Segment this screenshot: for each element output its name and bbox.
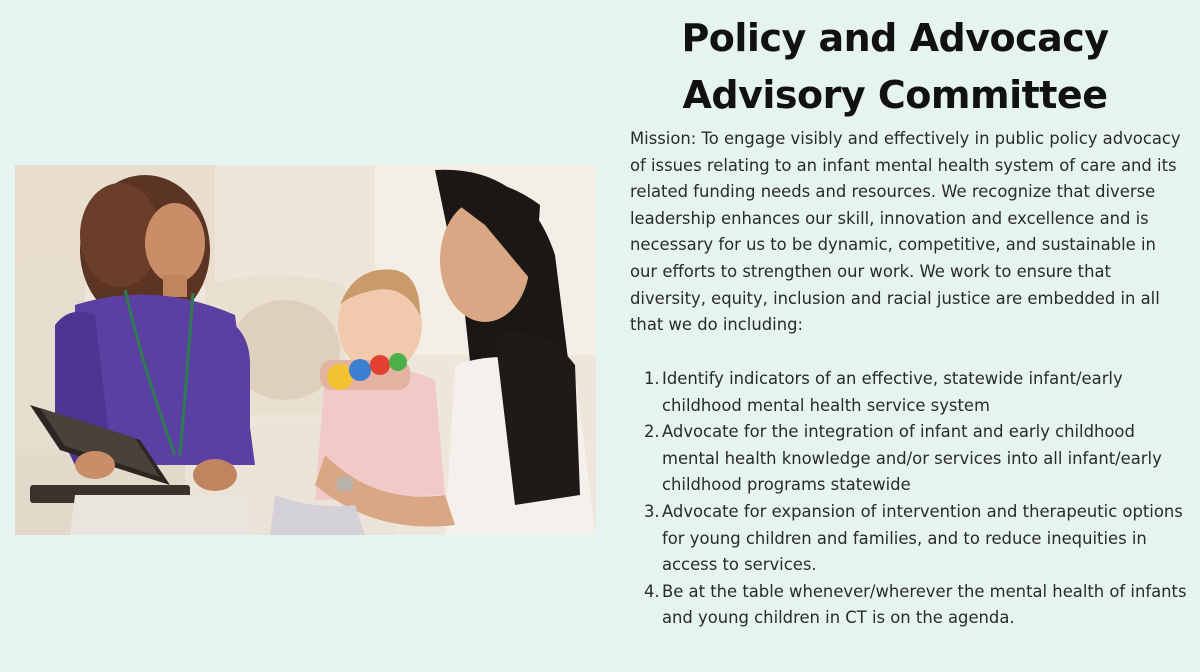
goal-number: 3. <box>644 501 660 521</box>
mission-statement: Mission: To engage visibly and effectively in public policy advocacy of issues relating to an infant mental health system of care and its related funding needs and resources. We recognize that diverse leadership enhances our skill, innovation and excellence and is necessary for us to be dynamic, competitive, and sustainable in our efforts to strengthen our work. We work to ensure that diversity, equity, inclusion and racial justice are embedded in all that we do including: <box>630 129 1181 335</box>
goal-item <box>644 579 1190 632</box>
goal-number: 2. <box>644 422 660 442</box>
goal-text: Advocate for expansion of intervention and therapeutic options for young children and families, and to reduce inequities in access to services. <box>662 501 1183 575</box>
photo-consultation <box>15 165 596 535</box>
photo-illustration <box>15 165 596 535</box>
goal-text: Identify indicators of an effective, statewide infant/early childhood mental health service system <box>662 369 1123 415</box>
title-line-1: Policy and Advocacy <box>681 16 1109 60</box>
title-line-2: Advisory Committee <box>682 73 1108 117</box>
goals-list <box>644 366 1190 632</box>
goal-text: Advocate for the integration of infant and early childhood mental health knowledge and/or services into all infant/early childhood programs statewide <box>662 422 1162 495</box>
goal-item <box>644 419 1190 499</box>
goal-number: 1. <box>644 369 660 388</box>
goal-item <box>644 499 1190 579</box>
goal-number: 4. <box>644 581 660 601</box>
page-title <box>600 10 1190 124</box>
goal-text: Be at the table whenever/wherever the mental health of infants and young children in CT is on the agenda. <box>662 581 1187 628</box>
goal-item <box>644 366 1190 419</box>
